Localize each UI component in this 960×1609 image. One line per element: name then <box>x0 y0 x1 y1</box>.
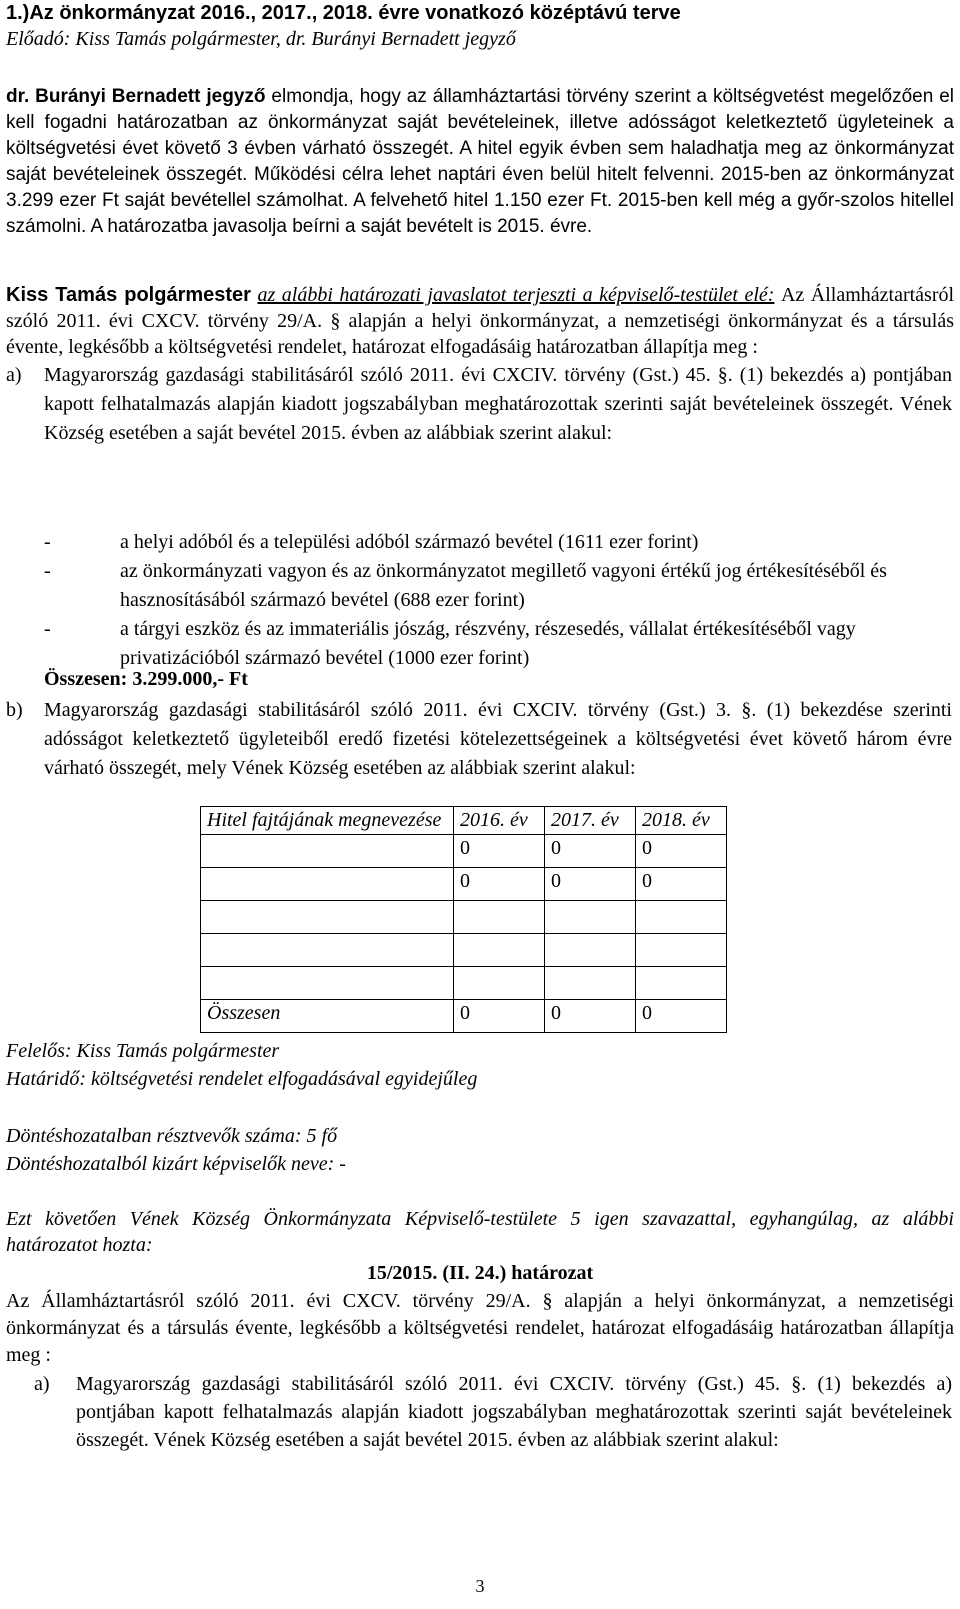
table-header-cell: 2016. év <box>454 807 545 835</box>
item-a-label: a) <box>6 364 22 386</box>
table-cell <box>636 967 727 1000</box>
bullet-dash: - <box>44 560 51 582</box>
bullet-dash: - <box>44 618 51 640</box>
presenter-line: Előadó: Kiss Tamás polgármester, dr. Burányi Bernadett jegyző <box>6 28 516 50</box>
table-row <box>201 835 727 868</box>
proposer-name: Kiss Tamás polgármester <box>6 284 251 306</box>
table-cell: 0 <box>454 1000 545 1033</box>
table-header-row <box>201 807 727 835</box>
item-b-label: b) <box>6 699 23 721</box>
table-cell <box>454 901 545 934</box>
revenue-item: a helyi adóból és a települési adóból származó bevétel (1611 ezer forint) <box>120 531 699 553</box>
table-cell <box>454 934 545 967</box>
table-cell: 0 <box>636 1000 727 1033</box>
table-cell <box>201 835 454 868</box>
table-cell: 0 <box>545 835 636 868</box>
page-number: 3 <box>475 1576 485 1596</box>
table-header-cell: Hitel fajtájának megnevezése <box>201 807 454 835</box>
table-row <box>201 901 727 934</box>
table-cell: 0 <box>545 868 636 901</box>
speaker-name: dr. Burányi Bernadett jegyző <box>6 86 266 107</box>
deadline-line: Határidő: költségvetési rendelet elfogadásával egyidejűleg <box>6 1068 478 1090</box>
vote-statement: Ezt követően Vének Község Önkormányzata Képviselő-testülete 5 igen szavazattal, egyhangúlag, az alábbi határozatot hozta: <box>6 1208 954 1256</box>
table-cell <box>201 934 454 967</box>
table-row <box>201 868 727 901</box>
resolution-title: 15/2015. (II. 24.) határozat <box>366 1262 594 1284</box>
table-cell <box>201 967 454 1000</box>
item-a-text: Magyarország gazdasági stabilitásáról szóló 2011. évi CXCIV. törvény (Gst.) 45. §. (1) bekezdés a) pontjában kapott felhatalmazás alapján kiadott jogszabályban meghatározottak szerinti saját bevételeinek összegét. Vének Község esetében a saját bevétel 2015. évben az alábbiak szerint alakul: <box>44 364 952 444</box>
proposal-paragraph <box>6 282 954 360</box>
intro-paragraph <box>6 84 954 240</box>
table-cell <box>636 901 727 934</box>
table-cell <box>201 868 454 901</box>
table-cell: 0 <box>636 835 727 868</box>
table-cell <box>545 934 636 967</box>
responsible-line: Felelős: Kiss Tamás polgármester <box>6 1040 280 1062</box>
proposal-intro: az alábbi határozati javaslatot terjeszti a képviselő-testület elé: <box>257 284 775 306</box>
table-cell <box>201 901 454 934</box>
table-cell <box>545 901 636 934</box>
table-header-cell: 2018. év <box>636 807 727 835</box>
resolution-a-label: a) <box>34 1373 50 1395</box>
table-cell <box>636 934 727 967</box>
table-cell: 0 <box>545 1000 636 1033</box>
revenue-item: az önkormányzati vagyon és az önkormányzatot megillető vagyoni értékű jog értékesítéséből és hasznosításából származó bevétel (688 ezer forint) <box>120 560 887 611</box>
excluded-line: Döntéshozatalból kizárt képviselők neve: - <box>6 1153 346 1175</box>
participants-line: Döntéshozatalban résztvevők száma: 5 fő <box>6 1125 338 1147</box>
revenue-total: Összesen: 3.299.000,- Ft <box>44 668 248 690</box>
resolution-intro: Az Államháztartásról szóló 2011. évi CXCV. törvény 29/A. § alapján a helyi önkormányzat, a nemzetiségi önkormányzat és a társulás évente, legkésőbb a költségvetési rendelet, határozat elfogadásáig határozatban állapítja meg : <box>6 1290 954 1366</box>
item-b-text: Magyarország gazdasági stabilitásáról szóló 2011. évi CXCIV. törvény (Gst.) 3. §. (1) bekezdése szerinti adósságot keletkeztető ügyleteiből eredő fizetési kötelezettségeinek a költségvetési évet követő három évre várható összegét, mely Vének Község esetében az alábbiak szerint alakul: <box>44 699 952 779</box>
table-row <box>201 967 727 1000</box>
table-cell: 0 <box>636 868 727 901</box>
table-cell <box>454 967 545 1000</box>
table-cell: Összesen <box>201 1000 454 1033</box>
bullet-dash: - <box>44 531 51 553</box>
resolution-a-text: Magyarország gazdasági stabilitásáról szóló 2011. évi CXCIV. törvény (Gst.) 45. §. (1) bekezdés a) pontjában kapott felhatalmazás alapján kiadott jogszabályban meghatározottak szerinti saját bevételeinek összegét. Vének Község esetében a saját bevétel 2015. évben az alábbiak szerint alakul: <box>76 1373 952 1451</box>
revenue-item: a tárgyi eszköz és az immateriális jószág, részvény, részesedés, vállalat értékesítéséből vagy privatizációból származó bevétel (1000 ezer forint) <box>120 618 856 669</box>
table-cell: 0 <box>454 868 545 901</box>
debt-table <box>200 806 727 1033</box>
table-total-row <box>201 1000 727 1033</box>
section-heading: 1.)Az önkormányzat 2016., 2017., 2018. évre vonatkozó középtávú terve <box>6 2 681 24</box>
table-cell: 0 <box>454 835 545 868</box>
table-row <box>201 934 727 967</box>
intro-text: elmondja, hogy az államháztartási törvény szerint a költségvetést megelőzően el kell fogadni határozatban az önkormányzat saját bevételeinek, illetve adósságot keletkeztető ügyleteinek a költségvetési évet követő 3 évben várható összegét. A hitel egyik évben sem haladhatja meg az önkormányzat saját bevételeinek összegét. Működési célra lehet naptári éven belül hitelt felvenni. 2015-ben az önkormányzat 3.299 ezer Ft saját bevétellel számolhat. A felvehető hitel 1.150 ezer Ft. 2015-ben kell még a győr-szolos hitellel számolni. A határozatba javasolja beírni a saját bevételt is 2015. évre. <box>6 86 954 237</box>
table-cell <box>545 967 636 1000</box>
proposal-legal-basis: Az Államháztartásról szóló 2011. évi CXCV. törvény 29/A. § alapján a helyi önkormányzat, a nemzetiségi önkormányzat és a társulás évente, legkésőbb a költségvetési rendelet, határozat elfogadásáig határozatban állapítja meg : <box>6 284 955 358</box>
table-header-cell: 2017. év <box>545 807 636 835</box>
